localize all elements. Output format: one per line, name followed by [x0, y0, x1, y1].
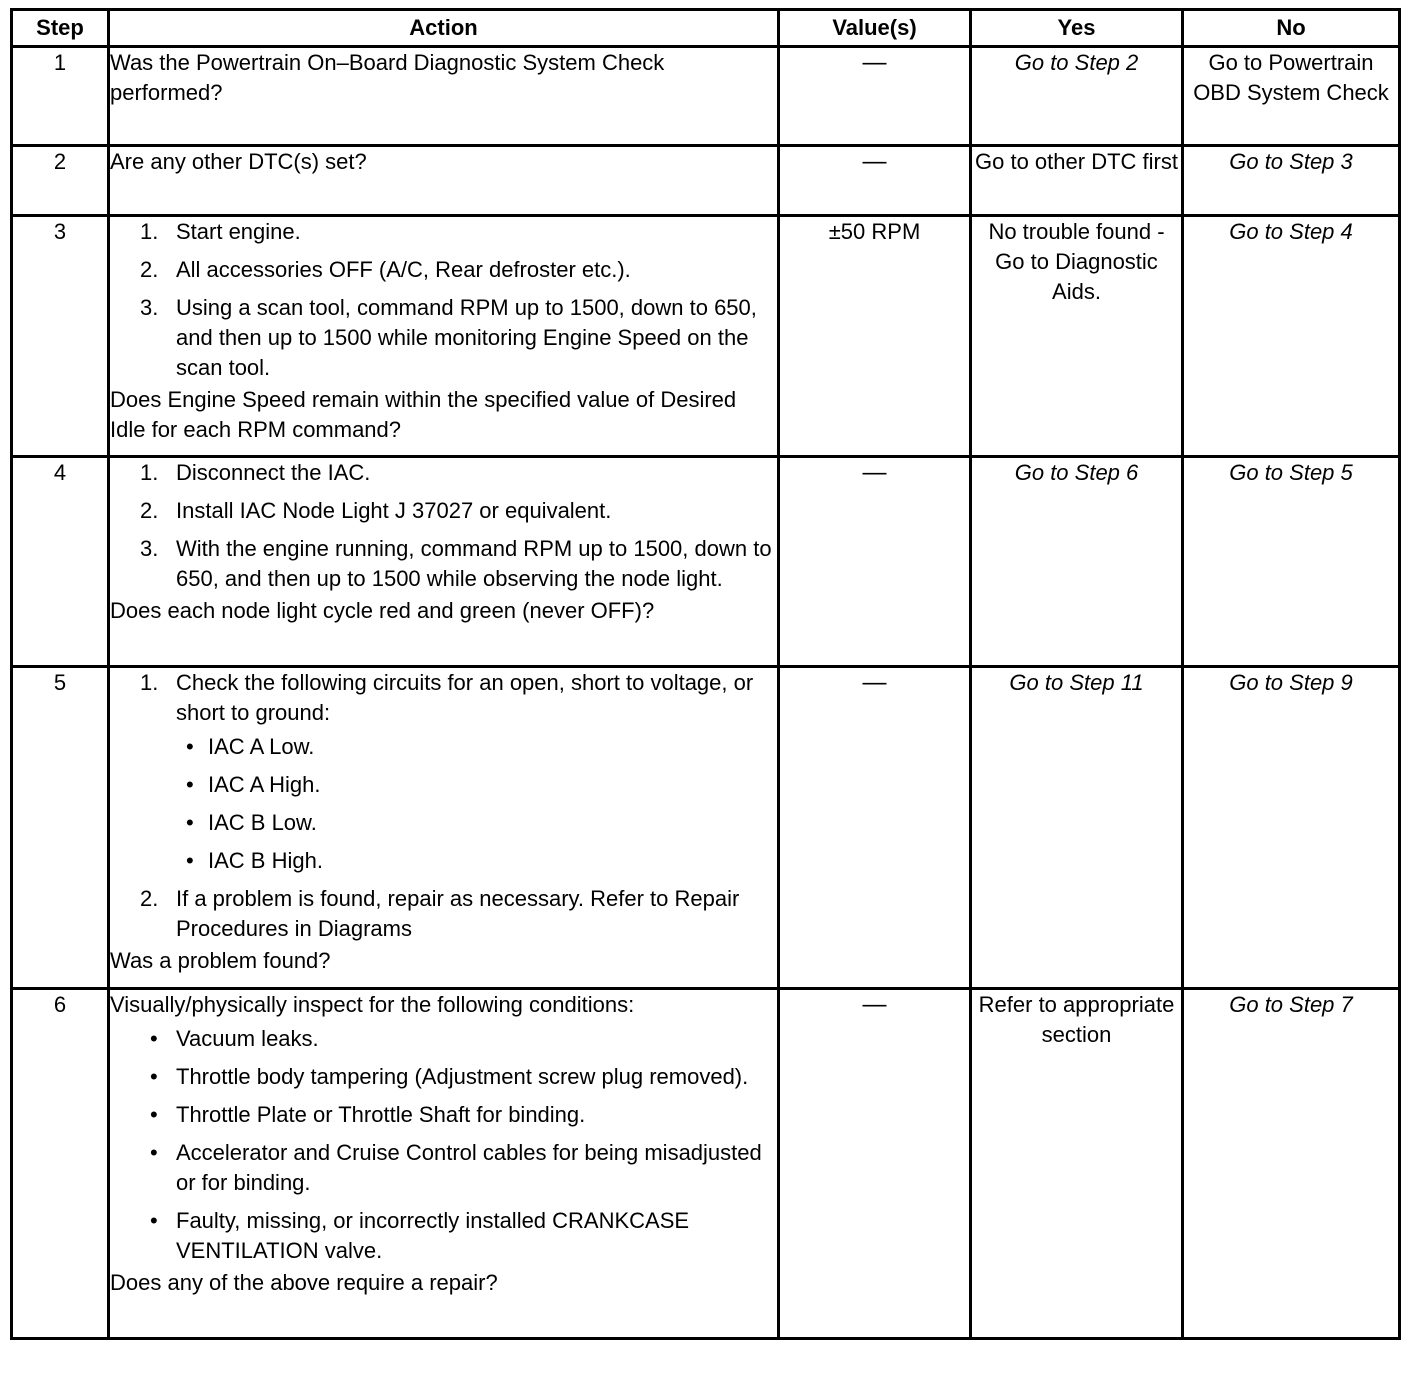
- no-cell: Go to Step 4: [1183, 216, 1400, 457]
- header-row: [12, 10, 1400, 47]
- step-number: 2: [12, 146, 109, 216]
- question-text: Are any other DTC(s) set?: [110, 149, 367, 174]
- list-item: 2. All accessories OFF (A/C, Rear defroster etc.).: [140, 257, 631, 282]
- condition-list: [110, 1024, 777, 1266]
- table-row: [12, 146, 1400, 216]
- value-cell: —: [779, 457, 971, 667]
- list-item: 3. Using a scan tool, command RPM up to 1500, down to 650, and then up to 1500 while monitoring Engine Speed on the scan tool.: [140, 295, 757, 380]
- header-step: Step: [12, 10, 109, 47]
- table-row: [12, 667, 1400, 989]
- yes-cell: Go to Step 6: [971, 457, 1183, 667]
- action-steps: [110, 217, 777, 383]
- list-item: 2. If a problem is found, repair as necessary. Refer to Repair Procedures in Diagrams: [140, 886, 740, 941]
- list-item: • IAC B Low.: [176, 808, 777, 838]
- header-no: No: [1183, 10, 1400, 47]
- action-cell: [109, 216, 779, 457]
- table-row: [12, 457, 1400, 667]
- question-text: Does any of the above require a repair?: [110, 1270, 498, 1295]
- list-item: 1. Disconnect the IAC.: [140, 460, 371, 485]
- action-cell: [109, 146, 779, 216]
- list-item: • IAC A Low.: [176, 732, 777, 762]
- action-cell: [109, 47, 779, 146]
- yes-cell: Go to Step 11: [971, 667, 1183, 989]
- question-text: Does Engine Speed remain within the specified value of Desired Idle for each RPM command?: [110, 387, 737, 442]
- action-cell: [109, 457, 779, 667]
- list-item: • Throttle body tampering (Adjustment screw plug removed).: [110, 1062, 777, 1092]
- question-text: Does each node light cycle red and green (never OFF)?: [110, 598, 655, 623]
- no-cell: Go to Step 3: [1183, 146, 1400, 216]
- value-cell: —: [779, 146, 971, 216]
- list-item: • Faulty, missing, or incorrectly installed CRANKCASE VENTILATION valve.: [110, 1206, 777, 1266]
- yes-cell: No trouble found - Go to Diagnostic Aids.: [971, 216, 1183, 457]
- table-row: [12, 47, 1400, 146]
- yes-cell: Refer to appropriate section: [971, 989, 1183, 1339]
- action-steps: [110, 668, 777, 944]
- circuit-list: [176, 732, 777, 876]
- list-item: 1. Check the following circuits for an open, short to voltage, or short to ground: • IAC A Low. • IAC A High. • IAC B Low. • IAC B High.: [110, 668, 777, 876]
- list-item: 1. Start engine.: [140, 219, 301, 244]
- header-value: Value(s): [779, 10, 971, 47]
- header-action: Action: [109, 10, 779, 47]
- list-item: • IAC B High.: [176, 846, 777, 876]
- diagnostic-table: [10, 8, 1401, 1340]
- inspection-intro: Visually/physically inspect for the following conditions:: [110, 992, 635, 1017]
- action-cell: [109, 989, 779, 1339]
- action-steps: [110, 458, 777, 594]
- table-row: [12, 989, 1400, 1339]
- question-text: Was a problem found?: [110, 948, 331, 973]
- no-cell: Go to Step 9: [1183, 667, 1400, 989]
- step-number: 3: [12, 216, 109, 457]
- list-item: • Vacuum leaks.: [110, 1024, 777, 1054]
- step-number: 6: [12, 989, 109, 1339]
- step-number: 4: [12, 457, 109, 667]
- value-cell: —: [779, 989, 971, 1339]
- no-cell: Go to Step 7: [1183, 989, 1400, 1339]
- table-row: [12, 216, 1400, 457]
- list-item: • Throttle Plate or Throttle Shaft for binding.: [110, 1100, 777, 1130]
- value-cell: —: [779, 667, 971, 989]
- yes-cell: Go to other DTC first: [971, 146, 1183, 216]
- step-number: 1: [12, 47, 109, 146]
- no-cell: Go to Step 5: [1183, 457, 1400, 667]
- list-item: • Accelerator and Cruise Control cables for being misadjusted or for binding.: [110, 1138, 777, 1198]
- question-text: Was the Powertrain On–Board Diagnostic System Check performed?: [110, 50, 665, 105]
- value-cell: ±50 RPM: [779, 216, 971, 457]
- value-cell: —: [779, 47, 971, 146]
- list-item: 2. Install IAC Node Light J 37027 or equivalent.: [140, 498, 612, 523]
- header-yes: Yes: [971, 10, 1183, 47]
- step-number: 5: [12, 667, 109, 989]
- yes-cell: Go to Step 2: [971, 47, 1183, 146]
- list-item: 3. With the engine running, command RPM up to 1500, down to 650, and then up to 1500 while observing the node light.: [140, 536, 772, 591]
- no-cell: Go to Powertrain OBD System Check: [1183, 47, 1400, 146]
- action-cell: [109, 667, 779, 989]
- list-item: • IAC A High.: [176, 770, 777, 800]
